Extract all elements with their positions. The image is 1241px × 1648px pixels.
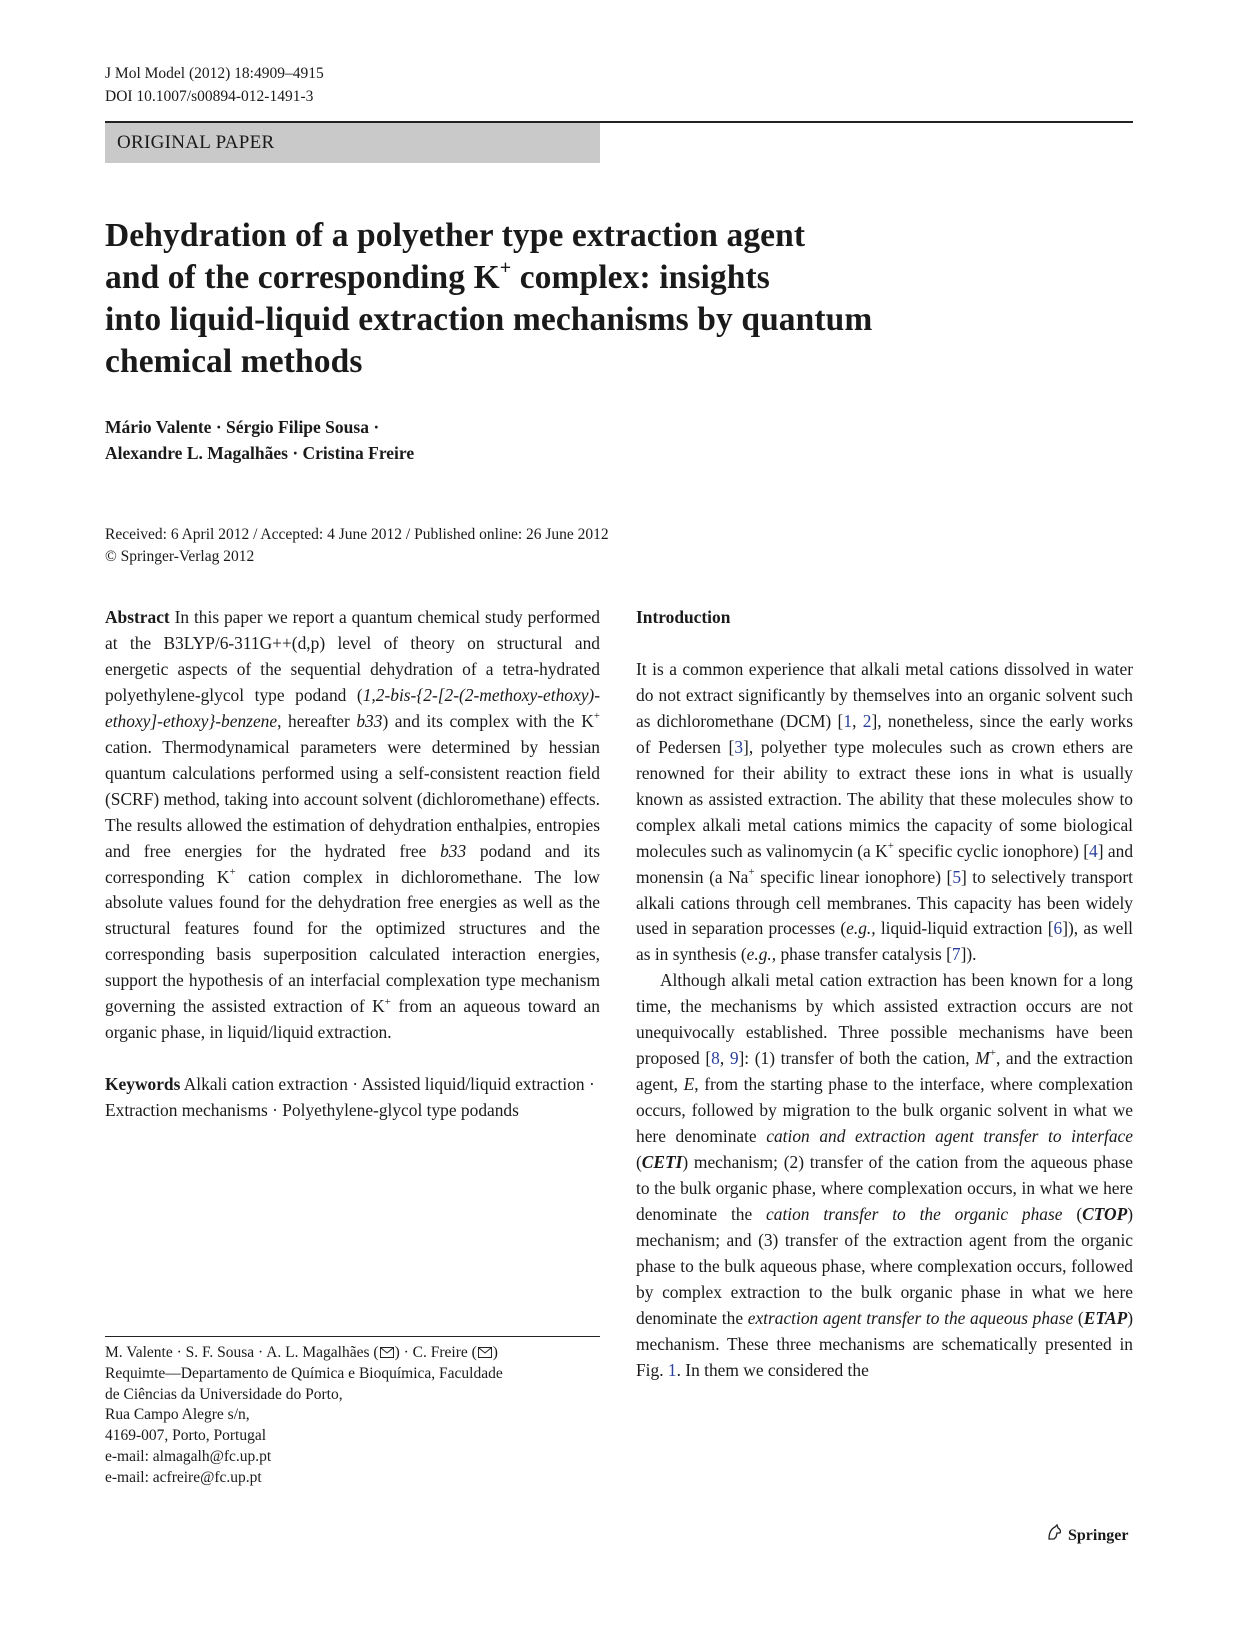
intro-text: specific cyclic ionophore) [ (893, 840, 1090, 861)
abstract-text: podand and its corresponding K (105, 840, 600, 887)
intro-text: specific linear ionophore) [ (754, 866, 953, 887)
affiliation-footnote (105, 1343, 600, 1489)
affiliation-line: 4169-007, Porto, Portugal (105, 1427, 267, 1445)
title-text: and of the corresponding K (105, 259, 500, 296)
reference-link[interactable]: 8 (711, 1048, 720, 1069)
footnote-rule (105, 1336, 600, 1337)
abstract-italic: b33 (356, 710, 383, 731)
acronym-ctop: CTOP (1082, 1203, 1128, 1224)
abstract-text: , hereafter (277, 710, 357, 731)
intro-text: ( (1062, 1203, 1083, 1224)
intro-italic: e.g., (746, 944, 777, 965)
reference-link[interactable]: 3 (734, 736, 744, 757)
intro-text: , (852, 710, 863, 731)
springer-horse-icon (1046, 1523, 1064, 1548)
reference-link[interactable]: 2 (862, 710, 872, 731)
intro-text: ( (636, 1152, 642, 1173)
publisher-logo (1046, 1523, 1128, 1548)
introduction-heading: Introduction (636, 607, 731, 627)
affiliation-line: de Ciências da Universidade do Porto, (105, 1385, 343, 1403)
reference-link[interactable]: 5 (952, 866, 962, 887)
superscript: + (748, 865, 755, 878)
intro-italic: cation transfer to the organic phase (766, 1203, 1063, 1224)
reference-link[interactable]: 4 (1089, 840, 1098, 861)
affiliation-line: Requimte—Departamento de Química e Bioquímica, Faculdade (105, 1364, 503, 1382)
title-line-4: chemical methods (105, 343, 363, 380)
intro-text: ] to selectively transport alkali cations through cell membranes. This capacity has been widely used in separation processes ( (636, 866, 1133, 939)
intro-text: , and the extraction agent, (636, 1048, 1133, 1095)
acronym-ceti: CETI (641, 1152, 683, 1173)
abstract (105, 605, 600, 1046)
paper-title (105, 215, 985, 383)
intro-text: ]), as well as in synthesis ( (636, 918, 1133, 965)
abstract-text: cation complex in dichloromethane. The low absolute values found for the dehydration free energies as well as the structural features found for the optimized structures and the corresponding basis superposition calculated interaction energies, support the hypothesis of an interfacial complexation type mechanism governing the assisted extraction of K (105, 866, 600, 1017)
title-line-3: into liquid-liquid extraction mechanisms by quantum (105, 301, 873, 338)
intro-text: ( (1073, 1307, 1084, 1328)
superscript: + (384, 995, 391, 1008)
intro-text: ]: (1) transfer of both the cation, (738, 1048, 976, 1069)
author-line-1: Mário Valente · Sérgio Filipe Sousa · (105, 417, 380, 437)
intro-text: Although alkali metal cation extraction has been known for a long time, the mechanisms by which assisted extraction occurs are not unequivocally established. Three possible mechanisms have been proposed [ (636, 970, 1133, 1069)
reference-link[interactable]: 7 (951, 944, 961, 965)
intro-italic: extraction agent transfer to the aqueous phase (747, 1307, 1074, 1328)
intro-text: ) mechanism. These three mechanisms are schematically presented in Fig. (636, 1307, 1134, 1380)
reference-link[interactable]: 9 (729, 1048, 739, 1069)
intro-text: . In them we considered the (676, 1359, 869, 1380)
intro-text: , (719, 1048, 730, 1069)
author-line-2: Alexandre L. Magalhães · Cristina Freire (105, 443, 415, 463)
intro-text: ) mechanism; (2) transfer of the cation from the aqueous phase to the bulk organic phase, where complexation occurs, in what we here denominate the (636, 1152, 1133, 1224)
intro-italic: e.g., (846, 918, 876, 939)
abstract-italic: b33 (440, 840, 467, 861)
intro-italic: M (975, 1048, 990, 1069)
keywords (105, 1072, 600, 1124)
abstract-text: ) and its complex with the K (382, 710, 594, 731)
title-superscript: + (499, 256, 512, 279)
intro-text: , from the starting phase to the interface, where complexation occurs, followed by migration to the bulk organic solvent in what we here denominate (636, 1074, 1133, 1147)
abstract-text: cation. Thermodynamical parameters were determined by hessian quantum calculations performed using a self-consistent reaction field (SCRF) method, taking into account solvent (dichloromethane) effects. The results allowed the estimation of dehydration enthalpies, entropies and free energies for the hydrated free (105, 736, 600, 861)
intro-paragraph-1 (636, 657, 1133, 968)
section-banner: ORIGINAL PAPER (105, 123, 600, 163)
right-column (636, 605, 1133, 1384)
publisher-name: Springer (1068, 1526, 1129, 1544)
email-acfreire[interactable]: e-mail: acfreire@fc.up.pt (105, 1468, 262, 1486)
intro-text: ) mechanism; and (3) transfer of the extraction agent from the organic phase to the bulk aqueous phase, where complexation occurs, followed by complex extraction to the bulk organic phase in what we here denominate the (636, 1203, 1134, 1328)
intro-italic: E (683, 1074, 695, 1095)
affiliation-line: Rua Campo Alegre s/n, (105, 1406, 250, 1424)
superscript: + (887, 839, 894, 852)
title-line-1: Dehydration of a polyether type extraction agent (105, 217, 806, 254)
email-almagalh[interactable]: e-mail: almagalh@fc.up.pt (105, 1447, 272, 1465)
affiliation-text: M. Valente · S. F. Sousa · A. L. Magalhães ( (105, 1344, 379, 1361)
abstract-label: Abstract (105, 607, 170, 627)
copyright-line: © Springer-Verlag 2012 (105, 548, 255, 565)
received-line: Received: 6 April 2012 / Accepted: 4 June 2012 / Published online: 26 June 2012 (105, 526, 609, 543)
journal-line: J Mol Model (2012) 18:4909–4915 (105, 65, 324, 82)
superscript: + (593, 710, 600, 723)
acronym-etap: ETAP (1083, 1307, 1128, 1328)
abstract-italic: 1,2-bis-{2-[2-(2-methoxy-ethoxy)-ethoxy]-ethoxy}-benzene (105, 684, 600, 731)
author-list (105, 414, 705, 466)
intro-italic: cation and extraction agent transfer to interface (766, 1126, 1133, 1147)
intro-text: ] and monensin (a Na (636, 840, 1134, 887)
intro-text: liquid-liquid extraction [ (875, 918, 1054, 939)
doi-line: DOI 10.1007/s00894-012-1491-3 (105, 88, 314, 105)
abstract-text: from an aqueous toward an organic phase, in liquid/liquid extraction. (105, 996, 601, 1043)
superscript: + (989, 1047, 996, 1060)
title-text: complex: insights (511, 259, 770, 296)
left-column (105, 605, 600, 1124)
title-line-2 (105, 257, 985, 299)
keywords-text: Alkali cation extraction · Assisted liquid/liquid extraction · Extraction mechanisms · Polyethylene-glycol type podands (105, 1074, 595, 1121)
superscript: + (229, 865, 236, 878)
intro-text: ], nonetheless, since the early works of Pedersen [ (636, 710, 1133, 757)
journal-citation (105, 62, 324, 108)
keywords-label: Keywords (105, 1074, 181, 1095)
intro-text: phase transfer catalysis [ (776, 944, 952, 965)
intro-paragraph-2 (636, 968, 1133, 1383)
affiliation-text: ) (492, 1344, 498, 1361)
reference-link[interactable]: 6 (1053, 918, 1063, 939)
envelope-icon (478, 1347, 492, 1358)
figure-link[interactable]: 1 (667, 1359, 677, 1380)
affiliation-text: ) · C. Freire ( (394, 1344, 477, 1361)
publication-dates (105, 524, 905, 568)
envelope-icon (380, 1347, 394, 1358)
reference-link[interactable]: 1 (843, 710, 853, 731)
affiliation-authors (105, 1343, 600, 1364)
intro-text: ], polyether type molecules such as crown ethers are renowned for their ability to extract these ions in what is usually known as assisted extraction. The ability that these molecules show to complex alkali metal cations mimics the capacity of some biological molecules such as valinomycin (a K (636, 736, 1133, 861)
abstract-text: In this paper we report a quantum chemical study performed at the B3LYP/6-311G++(d,p) level of theory on structural and energetic aspects of the sequential dehydration of a tetra-hydrated polyethylene-glycol type podand ( (105, 607, 600, 705)
intro-text: It is a common experience that alkali metal cations dissolved in water do not extract significantly by themselves into an organic solvent such as dichloromethane (DCM) [ (636, 658, 1133, 731)
intro-text: ]). (960, 944, 977, 965)
